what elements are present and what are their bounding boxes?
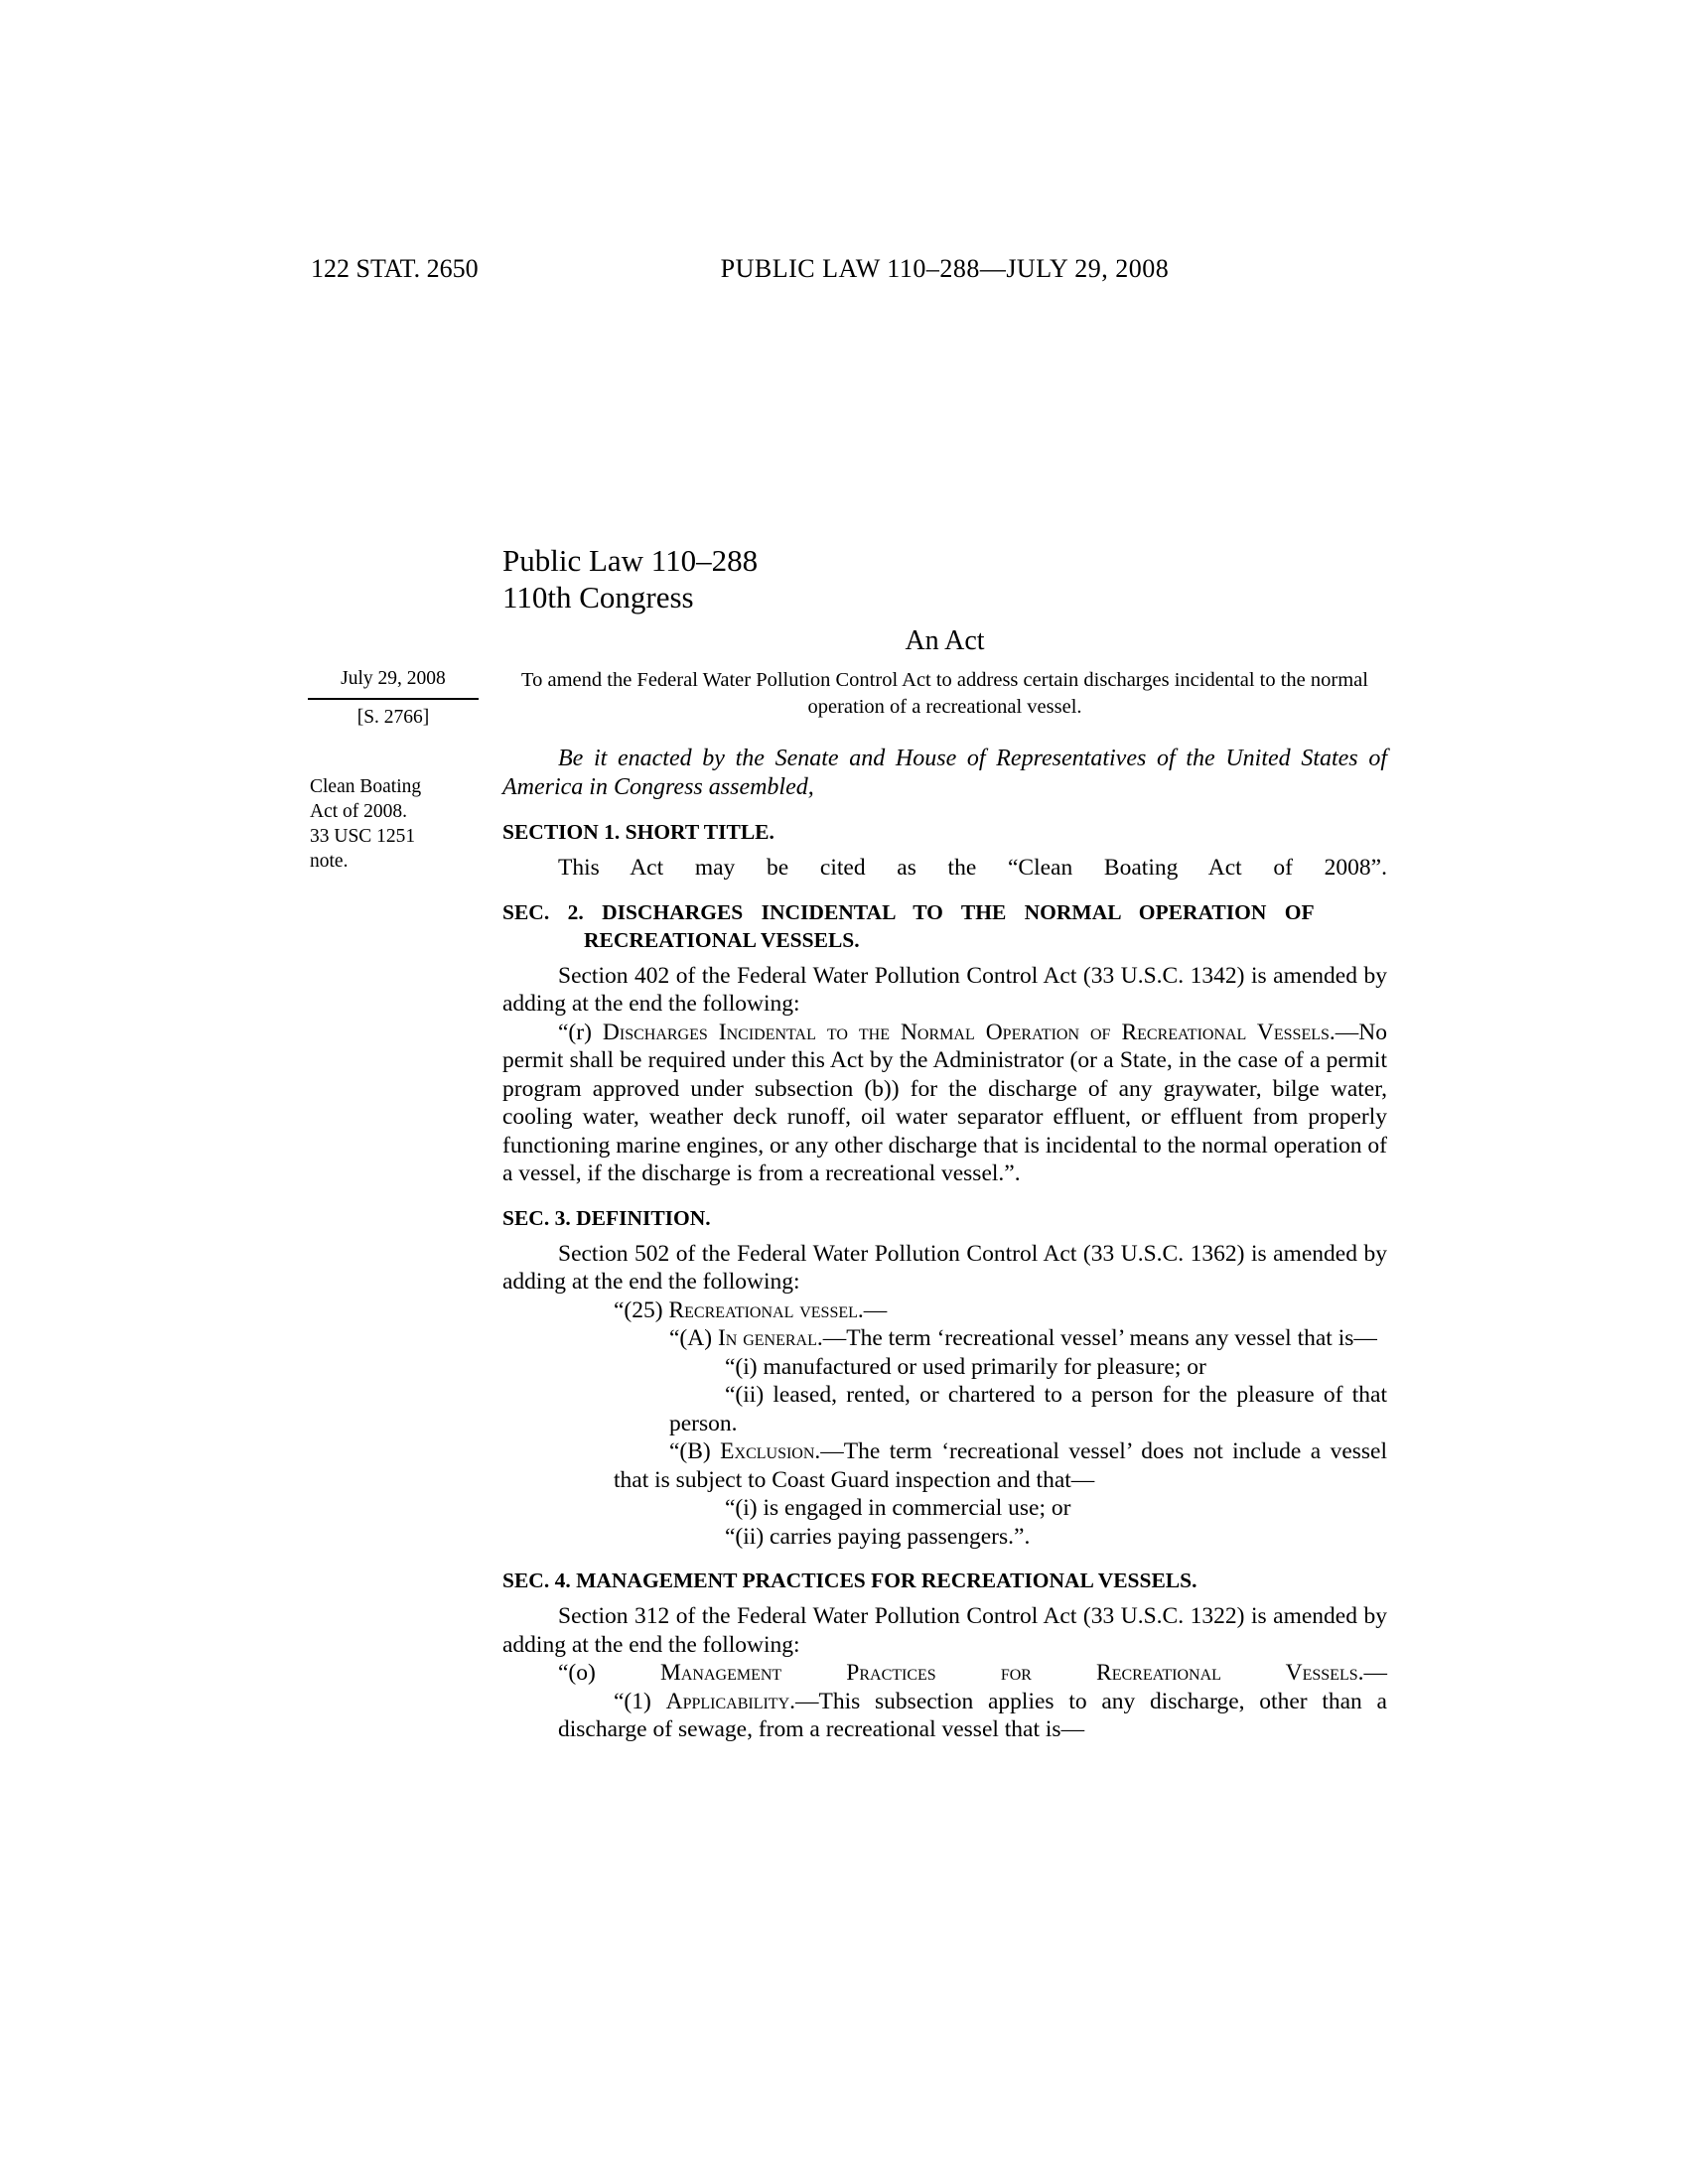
enacting-clause: Be it enacted by the Senate and House of Representatives of the United States of America in Congress assembled, xyxy=(502,746,1387,800)
clause-ii-leased: “(ii) leased, rented, or chartered to a person for the pleasure of that person. xyxy=(669,1382,1387,1436)
subparagraph-a-designator: “(A) xyxy=(669,1325,718,1351)
subparagraph-b-title: Exclusion xyxy=(720,1438,815,1464)
subsection-o-dash: .— xyxy=(1357,1660,1387,1686)
paragraph-1-title: Applicability xyxy=(665,1688,790,1714)
subsection-o-title: Management Practices for Recreational Vessels xyxy=(659,1660,1358,1686)
subparagraph-a-text: .—The term ‘recreational vessel’ means any vessel that is— xyxy=(816,1325,1377,1351)
main-text-column xyxy=(502,542,1387,1744)
subsection-r-text: .—No permit shall be required under this Act by the Administrator (or a State, in the case of a permit program approved under subsection (b)) for the discharge of any graywater, bilge water, cooling water, weather deck runoff, oil water separator effluent, or effluent from properly functioning marine engines, or any other discharge that is incidental to the normal operation of a vessel, if the discharge is from a recreational vessel.”. xyxy=(502,1019,1387,1186)
margin-note-line: Act of 2008. xyxy=(310,801,408,822)
subsection-r xyxy=(502,1019,1387,1188)
enactment-date: July 29, 2008 xyxy=(308,667,479,700)
paragraph-1-designator: “(1) xyxy=(614,1688,666,1714)
section-1-heading: SECTION 1. SHORT TITLE. xyxy=(502,820,774,844)
margin-enactment-date-block xyxy=(308,667,479,730)
section-4-intro: Section 312 of the Federal Water Pollution Control Act (33 U.S.C. 1322) is amended by adding at the end the following: xyxy=(502,1603,1387,1658)
paragraph-25-title: Recreational vessel xyxy=(668,1297,858,1323)
subparagraph-a-in-general xyxy=(502,1324,1387,1353)
law-number-title: Public Law 110–288 xyxy=(502,543,759,578)
subparagraph-a-title: In general xyxy=(717,1325,817,1351)
margin-note-line: 33 USC 1251 xyxy=(310,826,416,847)
clause-ii-paying-passengers: “(ii) carries paying passengers.”. xyxy=(725,1523,1031,1550)
congress-title: 110th Congress xyxy=(502,580,694,614)
an-act-heading: An Act xyxy=(905,625,985,656)
subsection-o xyxy=(502,1659,1387,1688)
paragraph-25-dash: .— xyxy=(857,1297,888,1323)
subparagraph-b-designator: “(B) xyxy=(669,1438,721,1464)
paragraph-25-designator: “(25) xyxy=(614,1297,669,1323)
paragraph-1-text: .—This subsection applies to any discharge, other than a discharge of sewage, from a recreational vessel that is— xyxy=(558,1688,1387,1742)
section-2-heading-line2: RECREATIONAL VESSELS. xyxy=(584,927,860,952)
paragraph-25 xyxy=(502,1297,1387,1325)
section-1-text: This Act may be cited as the “Clean Boating Act of 2008”. xyxy=(558,855,1387,881)
subsection-r-designator: “(r) xyxy=(558,1019,603,1045)
subsection-o-designator: “(o) xyxy=(558,1660,660,1686)
section-4-heading: SEC. 4. MANAGEMENT PRACTICES FOR RECREATIONAL VESSELS. xyxy=(502,1569,1197,1592)
page-header-law-title: PUBLIC LAW 110–288—JULY 29, 2008 xyxy=(720,254,1170,283)
section-2-heading-line1: SEC. 2. DISCHARGES INCIDENTAL TO THE NORMAL OPERATION OF xyxy=(502,899,1315,924)
paragraph-1-applicability xyxy=(502,1688,1387,1744)
bill-number: [S. 2766] xyxy=(356,707,430,728)
section-2-heading xyxy=(502,898,1387,954)
clause-i-commercial-use: “(i) is engaged in commercial use; or xyxy=(725,1495,1071,1521)
subparagraph-b-exclusion xyxy=(502,1437,1387,1494)
margin-note-line: note. xyxy=(310,851,349,872)
margin-citation-note xyxy=(310,774,481,874)
subparagraph-b-text: .—The term ‘recreational vessel’ does not include a vessel that is subject to Coast Guard inspection and that— xyxy=(614,1438,1387,1493)
clause-i-pleasure: “(i) manufactured or used primarily for pleasure; or xyxy=(725,1353,1206,1380)
section-2-intro: Section 402 of the Federal Water Pollution Control Act (33 U.S.C. 1342) is amended by adding at the end the following: xyxy=(502,962,1387,1017)
subsection-r-title: Discharges Incidental to the Normal Operation of Recreational Vessels xyxy=(602,1019,1330,1045)
margin-note-line: Clean Boating xyxy=(310,776,422,797)
law-title-block xyxy=(502,542,1387,615)
section-3-heading: SEC. 3. DEFINITION. xyxy=(502,1205,711,1230)
section-3-intro: Section 502 of the Federal Water Pollution Control Act (33 U.S.C. 1362) is amended by adding at the end the following: xyxy=(502,1240,1387,1295)
page-header-stat-number: 122 STAT. 2650 xyxy=(311,254,479,283)
purpose-clause: To amend the Federal Water Pollution Control Act to address certain discharges incidental to the normal operation of a recreational vessel. xyxy=(521,669,1368,718)
